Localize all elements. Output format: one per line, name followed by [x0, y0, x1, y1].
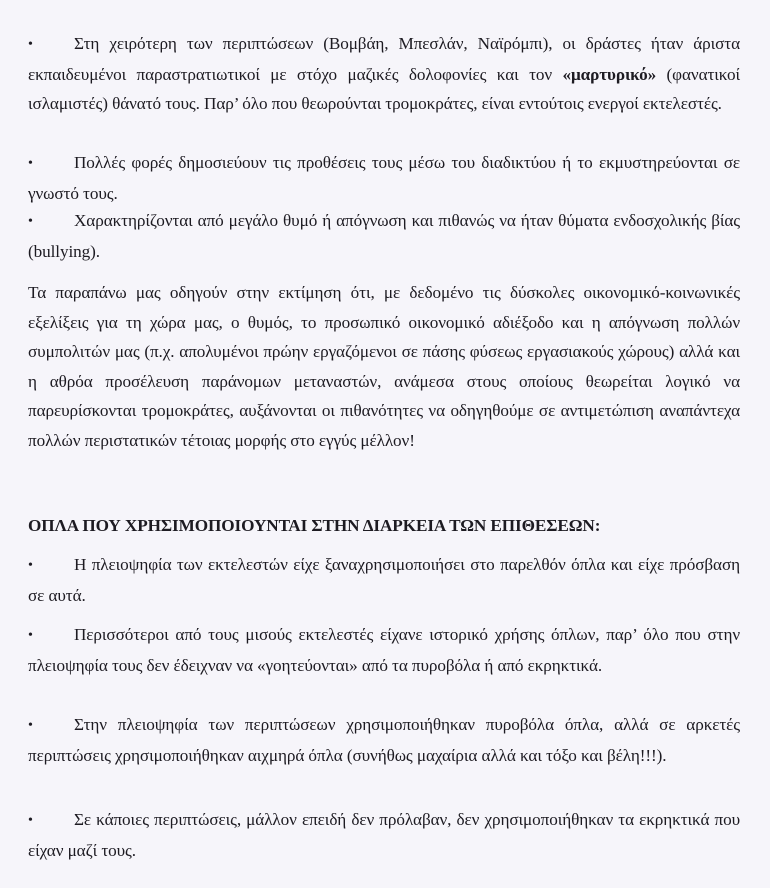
bullet-icon: • — [28, 718, 33, 733]
section-heading-weapons: ΟΠΛΑ ΠΟΥ ΧΡΗΣΙΜΟΠΟΙΟΥΝΤΑΙ ΣΤΗΝ ΔΙΑΡΚΕΙΑ ΤΩΝ ΕΠΙΘΕΣΕΩΝ: — [28, 516, 601, 535]
paragraph-text: Πολλές φορές δημοσιεύουν τις προθέσεις τους μέσω του διαδικτύου ή το εκμυστηρεύονται σε γνωστό τους. — [28, 153, 740, 203]
bullet-icon: • — [28, 37, 33, 52]
bullet-icon: • — [28, 156, 33, 171]
paragraph-text: Η πλειοψηφία των εκτελεστών είχε ξαναχρησιμοποιήσει στο παρελθόν όπλα και είχε πρόσβαση σε αυτά. — [28, 555, 740, 605]
paragraph-text: Στη χειρότερη των περιπτώσεων (Βομβάη, Μπεσλάν, Ναϊρόμπι), οι δράστες ήταν άριστα εκπαιδευμένοι παραστρατιωτικοί με στόχο μαζικές δολοφονίες και τον — [28, 34, 740, 84]
paragraph-text: Στην πλειοψηφία των περιπτώσεων χρησιμοποιήθηκαν πυροβόλα όπλα, αλλά σε αρκετές περιπτώσεις χρησιμοποιήθηκαν αιχμηρά όπλα (συνήθως μαχαίρια αλλά και τόξο και βέλη!!!). — [28, 715, 740, 765]
paragraph-text: Χαρακτηρίζονται από μεγάλο θυμό ή απόγνωση και πιθανώς να ήταν θύματα ενδοσχολικής βίας (bullying). — [28, 211, 740, 261]
bullet-paragraph-perpetrators-trained — [28, 29, 740, 119]
paragraph-text: (φανατικοί ισλαμιστές) θάνατό τους. Παρ’ όλο που θεωρούνται τρομοκράτες, είναι εντούτοις ενεργοί εκτελεστές. — [28, 64, 741, 113]
bold-term: «μαρτυρικό» — [562, 64, 657, 84]
bullet-icon: • — [28, 214, 33, 229]
bullet-paragraph-weapon-access — [28, 550, 740, 610]
bullet-icon: • — [28, 813, 33, 828]
bullet-icon: • — [28, 628, 33, 643]
paragraph-text: Τα παραπάνω μας οδηγούν στην εκτίμηση ότι, με δεδομένο τις δύσκολες οικονομικό-κοινωνικές εξελίξεις για τη χώρα μας, ο θυμός, το προσωπικό οικονομικό αδιέξοδο και η απόγνωση πολλών συμπολιτών μας (π.χ. απολυμένοι πρώην εργαζόμενοι σε πάσης φύσεως εργασιακούς χώρους) αλλά και η αθρόα προσέλευση παράνομων μεταναστών, ανάμεσα στους οποίους θεωρείται λογικό να παρευρίσκονται τρομοκράτες, αυξάνονται οι πιθανότητες να οδηγηθούμε σε αντιμετώπιση αναπάντεχα πολλών περιστατικών τέτοιας μορφής στο εγγύς μέλλον! — [28, 283, 740, 450]
body-paragraph-assessment — [28, 278, 740, 455]
paragraph-text: Περισσότεροι από τους μισούς εκτελεστές είχανε ιστορικό χρήσης όπλων, παρ’ όλο που στην πλειοψηφία τους δεν έδειχναν να «γοητεύονται» από τα πυροβόλα ή από εκρηκτικά. — [28, 625, 740, 675]
bullet-icon: • — [28, 558, 33, 573]
bullet-paragraph-weapon-history — [28, 620, 740, 680]
bullet-paragraph-firearms-used — [28, 710, 740, 770]
bullet-paragraph-anger-bullying — [28, 206, 740, 266]
bullet-paragraph-explosives-unused — [28, 805, 740, 865]
paragraph-text: Σε κάποιες περιπτώσεις, μάλλον επειδή δεν πρόλαβαν, δεν χρησιμοποιήθηκαν τα εκρηκτικά που είχαν μαζί τους. — [28, 810, 740, 860]
bullet-paragraph-announce-intentions — [28, 148, 740, 208]
